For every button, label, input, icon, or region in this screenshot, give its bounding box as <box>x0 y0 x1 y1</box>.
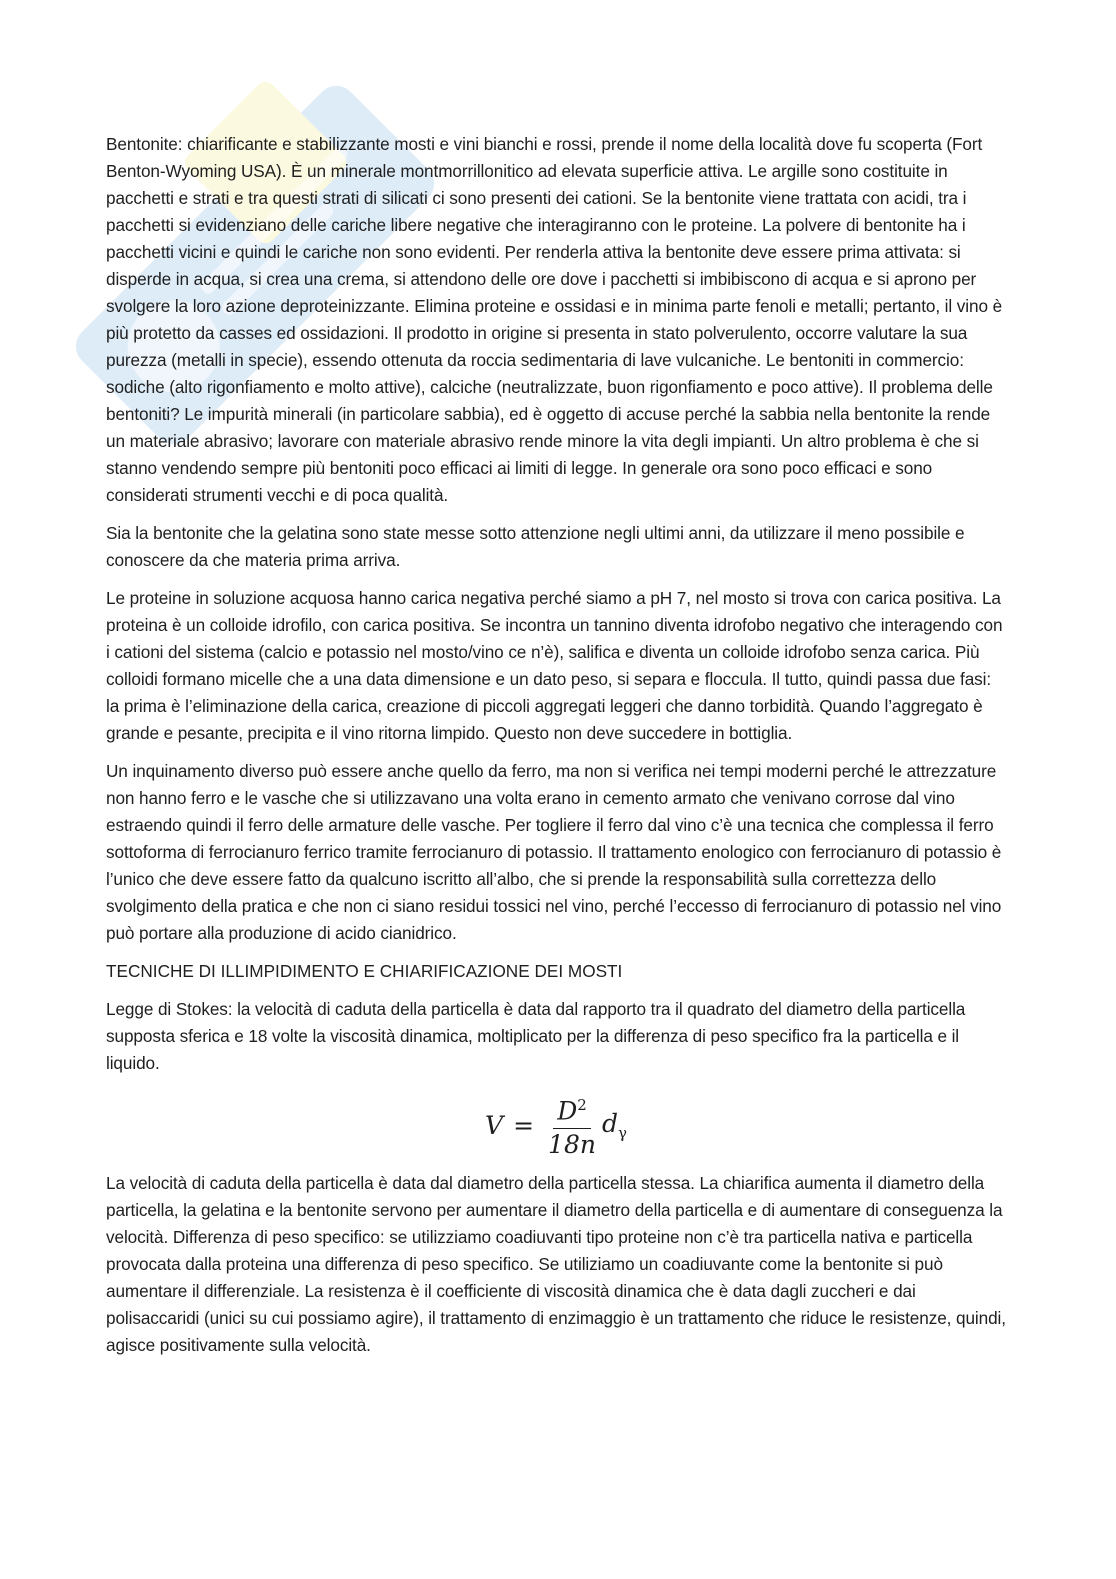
paragraph-stokes: Legge di Stokes: la velocità di caduta della particella è data dal rapporto tra il quadrato del diametro della particella supposta sferica e 18 volte la viscosità dinamica, moltiplicato per la differenza di peso specifico fra la particella e il liquido. <box>106 999 966 1073</box>
paragraph-proteine: Le proteine in soluzione acquosa hanno carica negativa perché siamo a pH 7, nel mosto si trova con carica positiva. La proteina è un colloide idrofilo, con carica positiva. Se incontra un tannino diventa idrofobo negativo che interagendo con i cationi del sistema (calcio e potassio nel mosto/vino ce n’è), salifica e diventa un colloide idrofobo senza carica. Più colloidi formano micelle che a una data dimensione e un dato peso, si separa e flocculа. Il tutto, quindi passa due fasi: la prima è l’eliminazione della carica, creazione di piccoli aggregati leggeri che danno torbidità. Quando l’aggregato è grande e pesante, precipita e il vino ritorna limpido. Questo non deve succedere in bottiglia. <box>106 588 1003 743</box>
paragraph-bentonite: Bentonite: chiarificante e stabilizzante mosti e vini bianchi e rossi, prende il nome della località dove fu scoperta (Fort Benton-Wyoming USA). È un minerale montmorrillonitico ad elevata superficie attiva. Le argille sono costituite in pacchetti e strati e tra questi strati di silicati ci sono presenti dei cationi. Se la bentonite viene trattata con acidi, tra i pacchetti si evidenziano delle cariche libere negative che interagiranno con le proteine. La polvere di bentonite ha i pacchetti vicini e quindi le cariche non sono evidenti. Per renderla attiva la bentonite deve essere prima attivata: si disperde in acqua, si crea una crema, si attendono delle ore dove i pacchetti si imbibiscono di acqua e si aprono per svolgere la loro azione deproteinizzante. Elimina proteine e ossidasi e in minima parte fenoli e metalli; pertanto, il vino è più protetto da casses ed ossidazioni. Il prodotto in origine si presenta in stato polverulento, occorre valutare la sua purezza (metalli in specie), essendo ottenuta da roccia sedimentaria di lave vulcaniche. Le bentoniti in commercio: sodiche (alto rigonfiamento e molto attive), calciche (neutralizzate, buon rigonfiamento e poco attive). Il problema delle bentoniti? Le impurità minerali (in particolare sabbia), ed è oggetto di accuse perché la sabbia nella bentonite la rende un materiale abrasivo; lavorare con materiale abrasivo rende minore la vita degli impianti. Un altro problema è che si stanno vendendo sempre più bentoniti poco efficaci ai limiti di legge. In generale ora sono poco efficaci e sono considerati strumenti vecchi e di poca qualità. <box>106 134 1003 505</box>
section-heading: TECNICHE DI ILLIMPIDIMENTO E CHIARIFICAZIONE DEI MOSTI <box>106 961 623 981</box>
formula-numerator-base: D <box>557 1096 578 1126</box>
formula-lhs: V <box>485 1110 504 1140</box>
formula-factor <box>602 1109 627 1142</box>
paragraph-ferro: Un inquinamento diverso può essere anche quello da ferro, ma non si verifica nei tempi moderni perché le attrezzature non hanno ferro e le vasche che si utilizzavano una volta erano in cemento armato che venivano corrose dal vino estraendo quindi il ferro delle armature delle vasche. Per togliere il ferro dal vino c’è una tecnica che complessa il ferro sottoforma di ferrocianuro ferrico tramite ferrocianuro di potassio. Il trattamento enologico con ferrocianuro di potassio è l’unico che deve essere fatto da qualcuno iscritto all’albo, che si prende la responsabilità sulla correttezza dello svolgimento della pratica e che non ci siano residui tossici nel vino, perché l’eccesso di ferrocianuro di potassio nel vino può portare alla produzione di acido cianidrico. <box>106 761 1002 943</box>
document-page <box>106 131 1006 1370</box>
formula-factor-subscript: γ <box>617 1123 627 1142</box>
stokes-formula <box>106 1088 1006 1162</box>
formula-factor-base: d <box>601 1108 618 1138</box>
formula-equals: = <box>513 1110 535 1140</box>
paragraph-gelatina: Sia la bentonite che la gelatina sono state messe sotto attenzione negli ultimi anni, da utilizzare il meno possibile e conoscere da che materia prima arriva. <box>106 523 965 570</box>
paragraph-final: La velocità di caduta della particella è data dal diametro della particella stessa. La chiarifica aumenta il diametro della particella, la gelatina e la bentonite servono per aumentare il diametro della particella e di aumentare di conseguenza la velocità. Differenza di peso specifico: se utilizziamo coadiuvanti tipo proteine non c’è tra particella nativa e particella provocata dalla proteina una differenza di peso specifico. Se utiliziamo un coadiuvante come la bentonite si può aumentare il differenziale. La resistenza è il coefficiente di viscosità dinamica che è data dagli zuccheri e dai polisaccaridi (unici su cui possiamo agire), il trattamento di enzimaggio è un trattamento che riduce le resistenze, quindi, agisce positivamente sulla velocità. <box>106 1173 1006 1355</box>
formula-fraction <box>548 1090 596 1159</box>
formula-numerator-exponent: 2 <box>577 1096 587 1115</box>
formula-numerator <box>553 1090 591 1128</box>
formula-denominator: 18n <box>548 1129 596 1159</box>
